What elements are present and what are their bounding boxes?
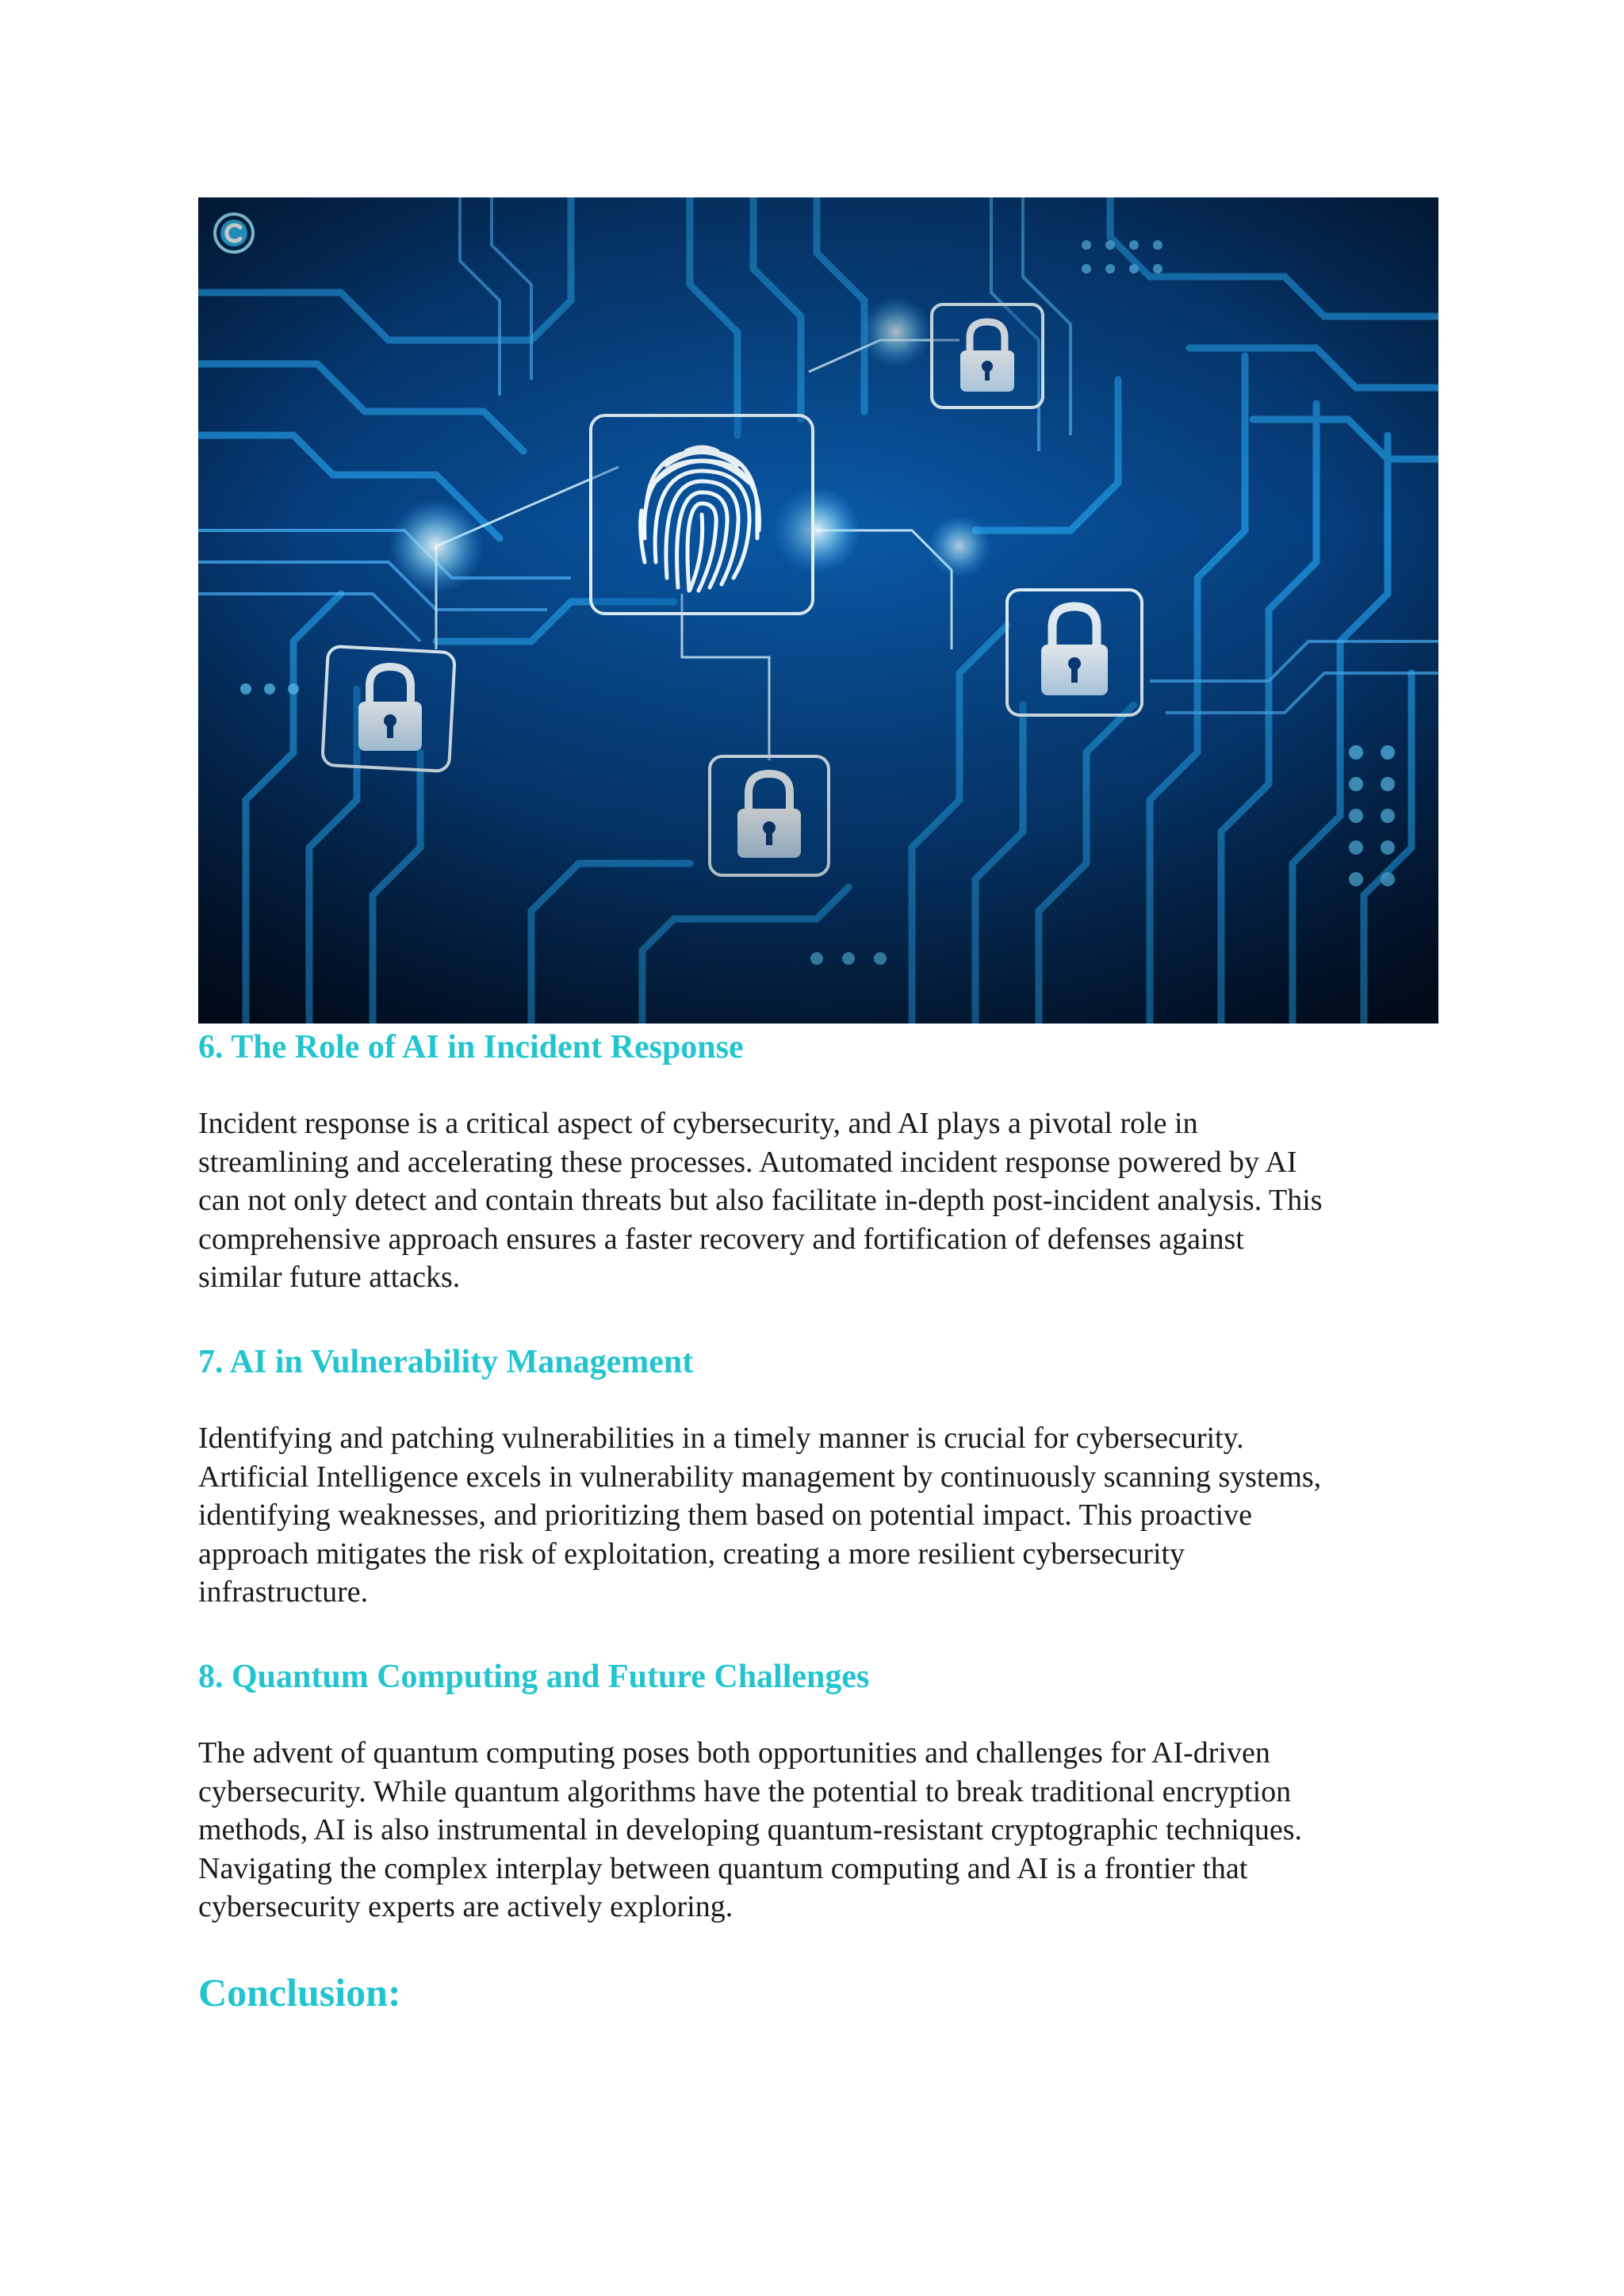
section-paragraph [198, 1419, 1438, 1612]
paragraph-line: identifying weaknesses, and prioritizing them based on potential impact. This proactive [198, 1498, 1252, 1533]
paragraph-line: Identifying and patching vulnerabilities in a timely manner is crucial for cybersecurity. [198, 1421, 1244, 1455]
conclusion-heading: Conclusion: [198, 1969, 401, 2015]
hero-image [198, 197, 1438, 1024]
paragraph-line: approach mitigates the risk of exploitation, creating a more resilient cybersecurity [198, 1536, 1185, 1571]
circuit-board-illustration [198, 197, 1438, 1024]
paragraph-line: The advent of quantum computing poses both opportunities and challenges for AI-driven [198, 1735, 1270, 1770]
paragraph-line: Incident response is a critical aspect of cybersecurity, and AI plays a pivotal role in [198, 1107, 1198, 1140]
section-paragraph [198, 1734, 1438, 1927]
paragraph-line: Artificial Intelligence excels in vulnerability management by continuously scanning systems, [198, 1460, 1322, 1494]
article-body [198, 1024, 1438, 2019]
paragraph-line: methods, AI is also instrumental in developing quantum-resistant cryptographic techniques. [198, 1813, 1302, 1847]
paragraph-line: streamlining and accelerating these processes. Automated incident response powered by AI [198, 1145, 1297, 1179]
paragraph-line: cybersecurity. While quantum algorithms have the potential to break traditional encryption [198, 1774, 1292, 1808]
paragraph-line: Navigating the complex interplay between quantum computing and AI is a frontier that [198, 1851, 1248, 1885]
section-heading: 6. The Role of AI in Incident Response [198, 1029, 744, 1066]
paragraph-line: similar future attacks. [198, 1261, 461, 1295]
paragraph-line: comprehensive approach ensures a faster recovery and fortification of defenses against [198, 1222, 1244, 1256]
section-paragraph [198, 1104, 1438, 1297]
section-heading: 8. Quantum Computing and Future Challenges [198, 1658, 870, 1695]
section-heading: 7. AI in Vulnerability Management [198, 1343, 694, 1380]
paragraph-line: can not only detect and contain threats but also facilitate in-depth post-incident analysis. This [198, 1184, 1323, 1218]
paragraph-line: cybersecurity experts are actively exploring. [198, 1890, 733, 1924]
paragraph-line: infrastructure. [198, 1575, 369, 1609]
